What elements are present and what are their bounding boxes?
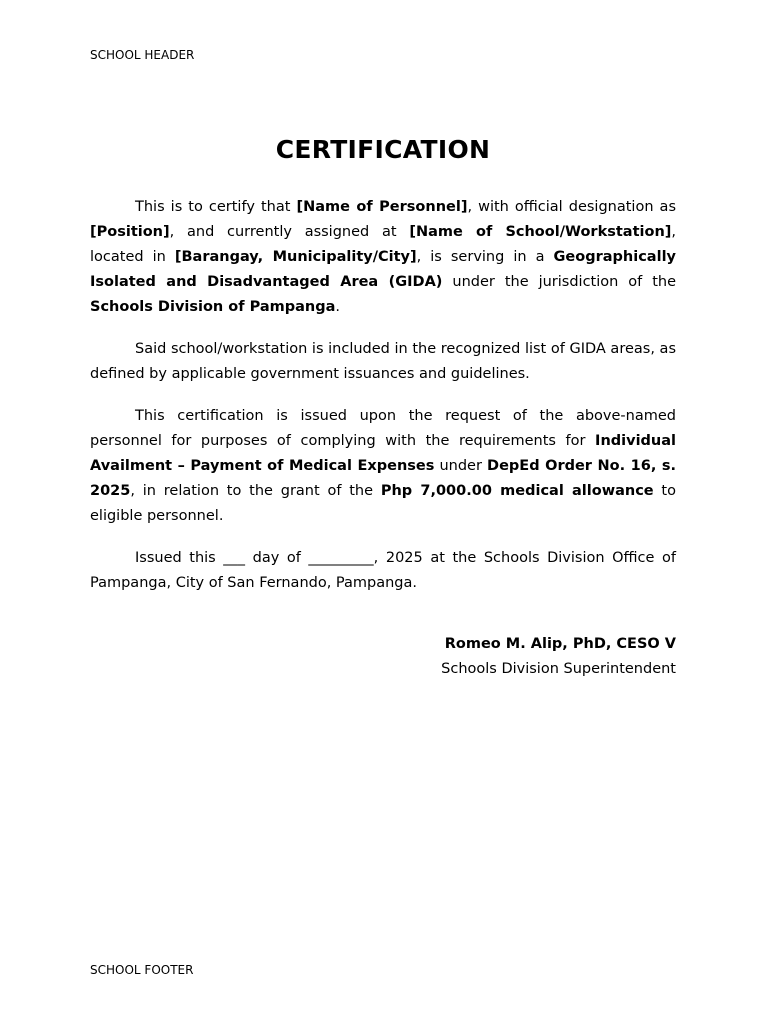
placeholder-position: [Position] <box>90 224 170 240</box>
signatory-name: Romeo M. Alip, PhD, CESO V <box>444 636 676 652</box>
paragraph-issuance <box>90 546 676 596</box>
signature-block <box>441 632 676 682</box>
school-header: SCHOOL HEADER <box>90 48 195 62</box>
placeholder-school-workstation: [Name of School/Workstation] <box>409 224 672 240</box>
text-segment: to eligible personnel. <box>90 483 676 524</box>
text-segment: . <box>335 299 341 315</box>
signatory-position: Schools Division Superintendent <box>441 661 676 677</box>
placeholder-name-of-personnel: [Name of Personnel] <box>296 199 468 215</box>
school-footer: SCHOOL FOOTER <box>90 963 194 977</box>
paragraph-purpose <box>90 404 676 529</box>
text-segment: under <box>434 458 488 474</box>
paragraph-gida-list <box>90 337 676 387</box>
document-body <box>90 195 676 613</box>
document-title: CERTIFICATION <box>275 135 491 164</box>
text-segment: Said school/workstation is included in the recognized list of GIDA areas, as defined by applicable government issuances and guidelines. <box>90 341 676 382</box>
availment-term: Individual Availment – Payment of Medical Expenses <box>90 433 676 474</box>
paragraph-certification-statement <box>90 195 676 320</box>
text-segment: This is to certify that <box>135 199 297 215</box>
deped-order-reference: DepEd Order No. 16, s. 2025 <box>90 458 677 499</box>
placeholder-barangay-municipality: [Barangay, Municipality/City] <box>174 249 417 265</box>
text-segment: , and currently assigned at <box>169 224 410 240</box>
gida-term: Geographically Isolated and Disadvantaged Area (GIDA) <box>90 249 676 290</box>
text-segment: , is serving in a <box>416 249 554 265</box>
text-segment: , located in <box>90 224 676 265</box>
text-segment: Issued this ___ day of _________, 2025 at the Schools Division Office of Pampanga, City of San Fernando, Pampanga. <box>90 550 676 591</box>
division-name: Schools Division of Pampanga <box>90 299 336 315</box>
allowance-amount: Php 7,000.00 medical allowance <box>380 483 654 499</box>
text-segment: , in relation to the grant of the <box>130 483 381 499</box>
text-segment: under the jurisdiction of the <box>442 274 676 290</box>
text-segment: , with official designation as <box>467 199 677 215</box>
text-segment: This certification is issued upon the request of the above-named personnel for purposes of complying with the requirements for <box>90 408 676 449</box>
